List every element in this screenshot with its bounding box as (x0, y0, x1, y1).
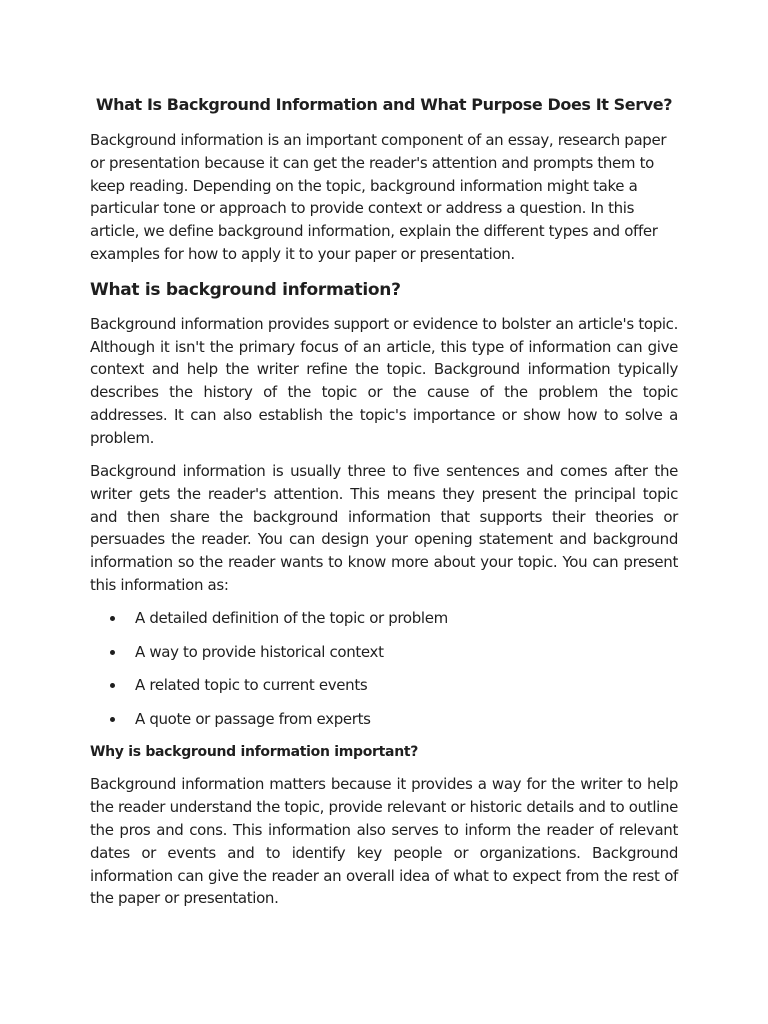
document-page (90, 93, 678, 921)
section1-paragraph-2: Background information is usually three to five sentences and comes after the writer gets the reader's attention. This means they present the principal topic and then share the background information that supports their theories or persuades the reader. You can design your opening statement and background information so the reader wants to know more about your topic. You can present this information as: (90, 462, 678, 595)
list-item-text: A detailed definition of the topic or problem (135, 609, 448, 628)
section2-paragraph: Background information matters because it provides a way for the writer to help the reader understand the topic, provide relevant or historic details and to outline the pros and cons. This information also serves to inform the reader of relevant dates or events and to identify key people or organizations. Background information can give the reader an overall idea of what to expect from the rest of the paper or presentation. (90, 775, 678, 908)
bullet-icon (110, 683, 115, 688)
section-heading-what-is: What is background information? (90, 279, 401, 300)
section-heading-why-important: Why is background information important? (90, 744, 419, 761)
list-item (90, 708, 678, 730)
intro-paragraph: Background information is an important component of an essay, research paper or presentation because it can get the reader's attention and prompts them to keep reading. Depending on the topic, background information might take a particular tone or approach to provide context or address a question. In this article, we define background information, explain the different types and offer examples for how to apply it to your paper or presentation. (90, 131, 667, 263)
bullet-list (90, 607, 678, 730)
section1-paragraph-1: Background information provides support or evidence to bolster an article's topic. Although it isn't the primary focus of an article, this type of information can give context and help the writer refine the topic. Background information typically describes the history of the topic or the cause of the problem the topic addresses. It can also establish the topic's importance or show how to solve a problem. (90, 314, 678, 447)
list-item (90, 607, 678, 629)
list-item (90, 674, 678, 696)
list-item-text: A way to provide historical context (135, 642, 384, 661)
list-item-text: A related topic to current events (135, 676, 368, 695)
bullet-icon (110, 717, 115, 722)
document-title: What Is Background Information and What Purpose Does It Serve? (95, 95, 673, 114)
list-item (90, 641, 678, 663)
bullet-icon (110, 616, 115, 621)
bullet-icon (110, 650, 115, 655)
list-item-text: A quote or passage from experts (135, 709, 371, 728)
